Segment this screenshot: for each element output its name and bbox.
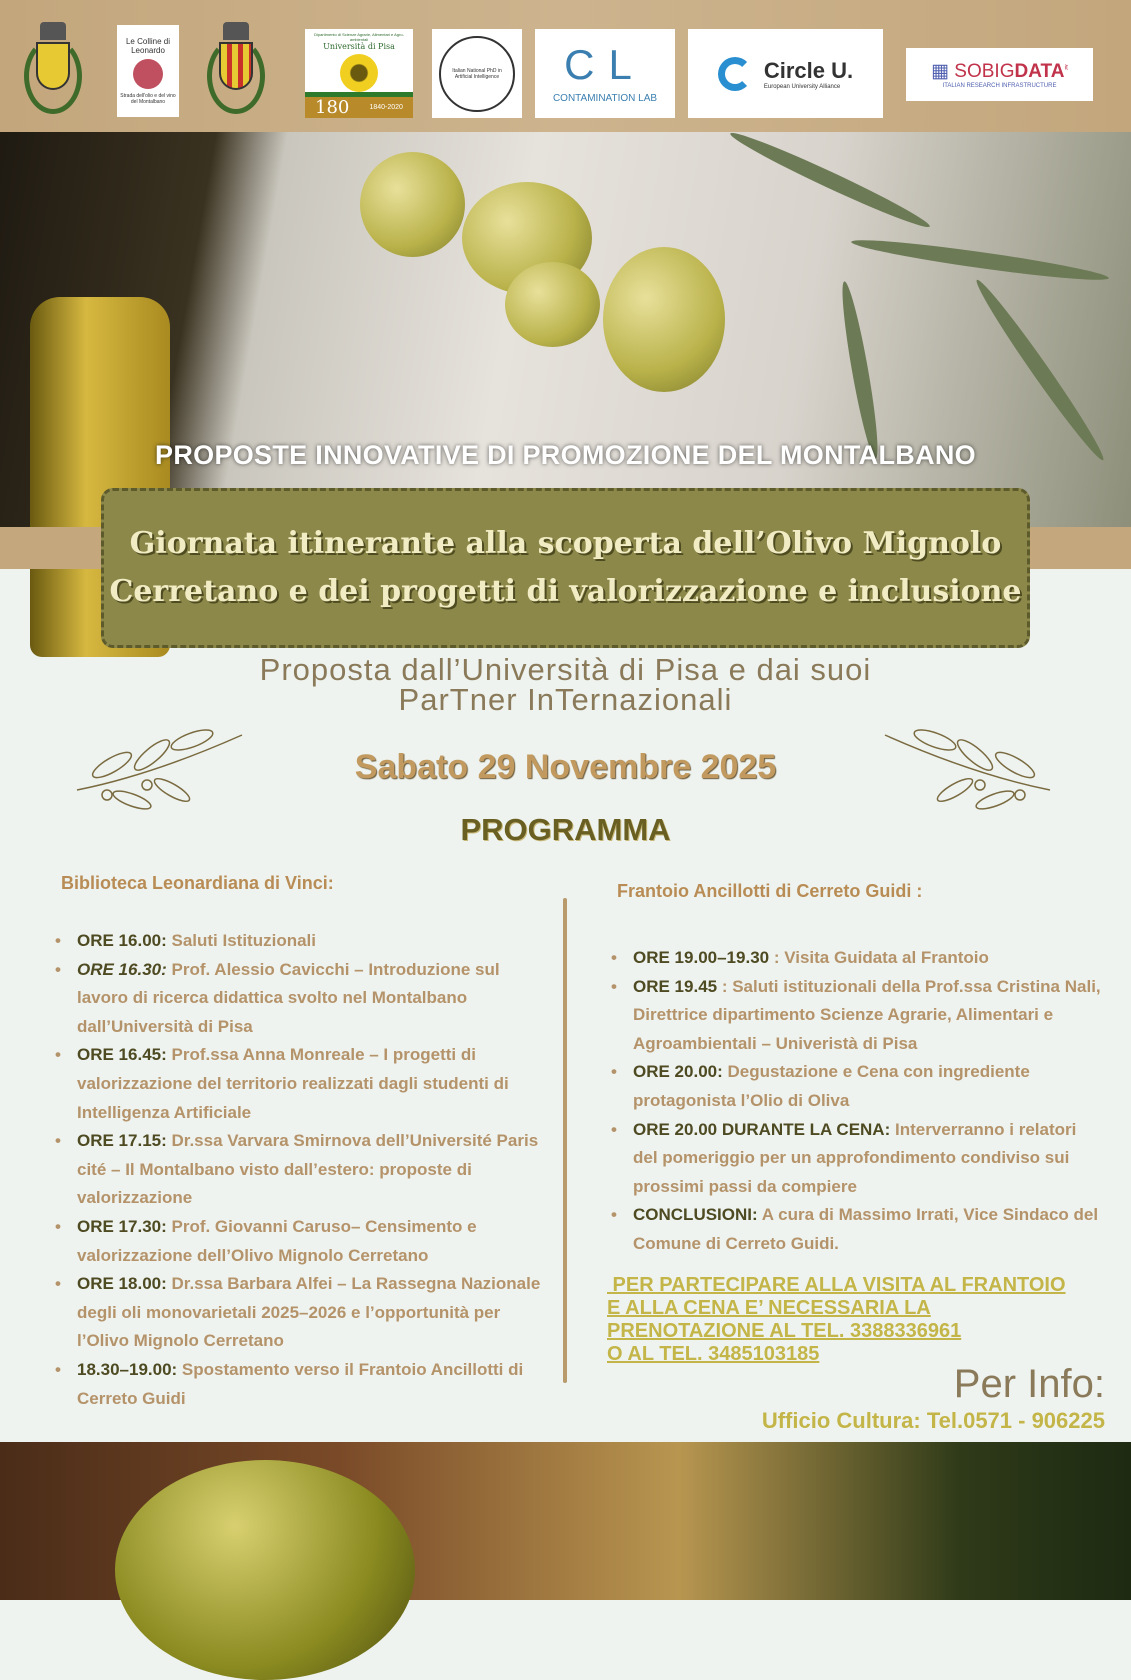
program-time: ORE 20.00: <box>633 1062 723 1082</box>
program-item <box>55 1356 555 1413</box>
program-item <box>55 956 555 1042</box>
proposta-subtitle: Proposta dall’Università di Pisa e dai suoi ParTner InTernazionali <box>259 652 872 717</box>
event-title-line: Cerretano e dei progetti di valorizzazione e inclusione <box>109 574 1022 609</box>
program-text: : Visita Guidata al Frantoio <box>769 948 989 967</box>
program-text: Dr.ssa Varvara Smirnova dell’Université Paris cité – Il Montalbano visto dall’estero: proposte di valorizzazione <box>77 1131 539 1208</box>
program-time: CONCLUSIONI: <box>633 1205 758 1225</box>
program-item <box>611 1058 1101 1115</box>
program-time: 18.30–19.00: <box>77 1359 178 1379</box>
phd-ai-logo: Italian National PhD in Artificial Intelligence <box>432 29 522 118</box>
program-time: ORE 17.15: <box>77 1131 167 1151</box>
olive-oil-photo <box>0 1442 1131 1600</box>
circle-u-logo: Circle U. European University Alliance <box>688 29 883 118</box>
event-date: Sabato 29 Novembre 2025 <box>354 748 777 786</box>
colline-leonardo-logo: Le Colline di Leonardo Strada dell'olio e del vino del Montalbano <box>117 25 179 117</box>
program-time: ORE 19.00–19.30 <box>633 948 770 967</box>
program-item <box>55 1270 555 1356</box>
program-text: Prof. Giovanni Caruso– Censimento e valorizzazione dell’Olivo Mignolo Cerretano <box>77 1216 477 1265</box>
logo-header <box>0 0 1131 132</box>
vinci-crest-logo <box>22 18 84 118</box>
right-program-list <box>611 944 1101 1259</box>
program-text: Spostamento verso il Frantoio Ancillotti di Cerreto Guidi <box>77 1359 524 1408</box>
program-time: ORE 16.45: <box>77 1045 167 1065</box>
program-item <box>611 1116 1101 1202</box>
program-time: ORE 17.30: <box>77 1216 167 1236</box>
ufficio-cultura-contact: Ufficio Cultura: Tel.0571 - 906225 <box>761 1408 1105 1433</box>
program-text: Dr.ssa Barbara Alfei – La Rassegna Nazionale degli oli monovarietali 2025–2026 e l’opportunità per l’Olivo Mignolo Cerretano <box>77 1274 541 1351</box>
program-time: ORE 16.00: <box>77 931 167 950</box>
program-time: ORE 19.45 <box>633 976 718 996</box>
program-item <box>55 1213 555 1270</box>
program-text: : Saluti istituzionali della Prof.ssa Cristina Nali, Direttrice dipartimento Scienze Agrarie, Alimentari e Agroambientali – Univeristà di Pisa <box>633 976 1101 1053</box>
column-divider <box>563 898 567 1383</box>
program-item <box>611 1201 1101 1258</box>
program-time: ORE 16.30: <box>77 959 167 979</box>
per-info-label: Per Info: <box>953 1362 1105 1406</box>
contamination-lab-logo: CL CONTAMINATION LAB <box>535 29 675 118</box>
program-text: Degustazione e Cena con ingrediente protagonista l’Olio di Oliva <box>633 1062 1030 1110</box>
program-item <box>611 973 1101 1059</box>
headline: PROPOSTE INNOVATIVE DI PROMOZIONE DEL MONTALBANO <box>155 440 976 470</box>
program-time: ORE 20.00 DURANTE LA CENA: <box>633 1119 891 1139</box>
sobigdata-logo: ▦ $SOBIGDATA^{it}$ ITALIAN RESEARCH INFRASTRUCTURE <box>906 48 1093 101</box>
program-item <box>55 1127 555 1213</box>
program-text: Interverranno i relatori del pomeriggio per un approfondimento condiviso sui prossimi passi da compiere <box>633 1119 1077 1196</box>
program-text: Prof. Alessio Cavicchi – Introduzione sul lavoro di ricerca didattica svolto nel Montalbano dall’Università di Pisa <box>77 959 500 1036</box>
booking-notice: PER PARTECIPARE ALLA VISITA AL FRANTOIO E ALLA CENA E’ NECESSARIA LA PRENOTAZIONE AL TEL. 3388336961 O AL TEL. 3485103185 <box>607 1274 1066 1365</box>
program-text: Prof.ssa Anna Monreale – I progetti di valorizzazione del territorio realizzati dagli studenti di Intelligenza Artificiale <box>77 1045 509 1122</box>
program-item <box>55 1041 555 1127</box>
program-text: A cura di Massimo Irrati, Vice Sindaco del Comune di Cerreto Guidi. <box>633 1205 1099 1253</box>
unipi-180-logo: Dipartimento di Scienze Agrarie, Alimentari e Agro-ambientali Università di Pisa 180 1840-2020 <box>305 29 413 118</box>
programma-heading: PROGRAMMA <box>460 812 671 847</box>
program-time: ORE 18.00: <box>77 1274 167 1294</box>
event-title-box <box>101 488 1030 648</box>
left-venue-heading: Biblioteca Leonardiana di Vinci: <box>61 873 334 893</box>
program-item <box>611 944 1101 973</box>
cerreto-guidi-crest-logo <box>205 18 267 118</box>
event-title-line: Giornata itinerante alla scoperta dell’Olivo Mignolo <box>129 526 1002 561</box>
program-text: Saluti Istituzionali <box>166 931 316 950</box>
left-program-list <box>55 927 555 1413</box>
right-venue-heading: Frantoio Ancillotti di Cerreto Guidi : <box>617 881 923 901</box>
program-item <box>55 927 555 956</box>
